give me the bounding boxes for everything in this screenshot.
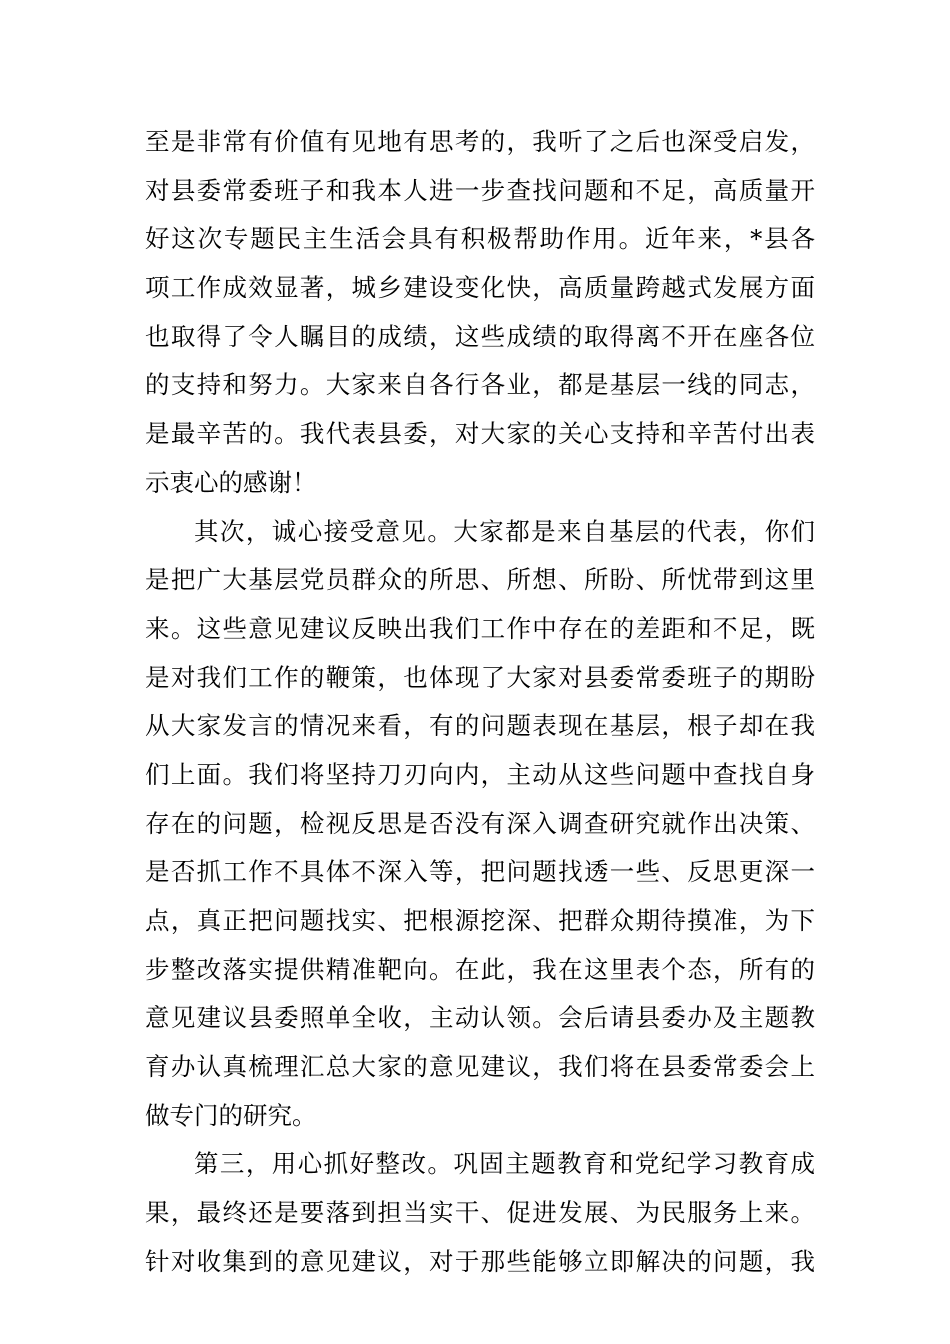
text-line: 至是非常有价值有见地有思考的，我听了之后也深受启发， bbox=[145, 127, 815, 156]
text-line: 做专门的研究。 bbox=[145, 1100, 317, 1130]
text-line: 对县委常委班子和我本人进一步查找问题和不足，高质量开 bbox=[145, 175, 815, 205]
text-line: 也取得了令人瞩目的成绩，这些成绩的取得离不开在座各位 bbox=[145, 321, 815, 351]
text-line: 点，真正把问题找实、把根源挖深、把群众期待摸准，为下 bbox=[145, 906, 815, 935]
text-line: 的支持和努力。大家来自各行各业，都是基层一线的同志， bbox=[145, 370, 815, 400]
text-line: 是把广大基层党员群众的所思、所想、所盼、所忧带到这里 bbox=[145, 565, 815, 595]
text-line: 针对收集到的意见建议，对于那些能够立即解决的问题，我 bbox=[145, 1246, 815, 1276]
text-line: 从大家发言的情况来看，有的问题表现在基层，根子却在我 bbox=[145, 711, 815, 741]
text-line: 步整改落实提供精准靶向。在此，我在这里表个态，所有的 bbox=[145, 954, 815, 984]
text-line: 果，最终还是要落到担当实干、促进发展、为民服务上来。 bbox=[145, 1198, 815, 1228]
text-line: 育办认真梳理汇总大家的意见建议，我们将在县委常委会上 bbox=[145, 1052, 815, 1082]
text-line: 存在的问题，检视反思是否没有深入调查研究就作出决策、 bbox=[145, 808, 815, 838]
text-line: 来。这些意见建议反映出我们工作中存在的差距和不足，既 bbox=[145, 613, 815, 643]
text-line: 项工作成效显著，城乡建设变化快，高质量跨越式发展方面 bbox=[145, 273, 815, 303]
text-line: 意见建议县委照单全收，主动认领。会后请县委办及主题教 bbox=[145, 1003, 815, 1033]
text-line: 们上面。我们将坚持刀刃向内，主动从这些问题中查找自身 bbox=[145, 759, 815, 789]
paragraph-start-line: 其次，诚心接受意见。大家都是来自基层的代表，你们 bbox=[194, 516, 815, 546]
body-text bbox=[145, 118, 815, 1287]
text-line: 是最辛苦的。我代表县委，对大家的关心支持和辛苦付出表 bbox=[145, 419, 815, 449]
text-line: 好这次专题民主生活会具有积极帮助作用。近年来，*县各 bbox=[145, 224, 815, 254]
text-line: 是对我们工作的鞭策，也体现了大家对县委常委班子的期盼 bbox=[145, 662, 815, 692]
text-line: 示衷心的感谢！ bbox=[145, 467, 317, 497]
text-line: 是否抓工作不具体不深入等，把问题找透一些、反思更深一 bbox=[145, 857, 815, 887]
paragraph-start-line: 第三，用心抓好整改。巩固主题教育和党纪学习教育成 bbox=[194, 1149, 815, 1179]
